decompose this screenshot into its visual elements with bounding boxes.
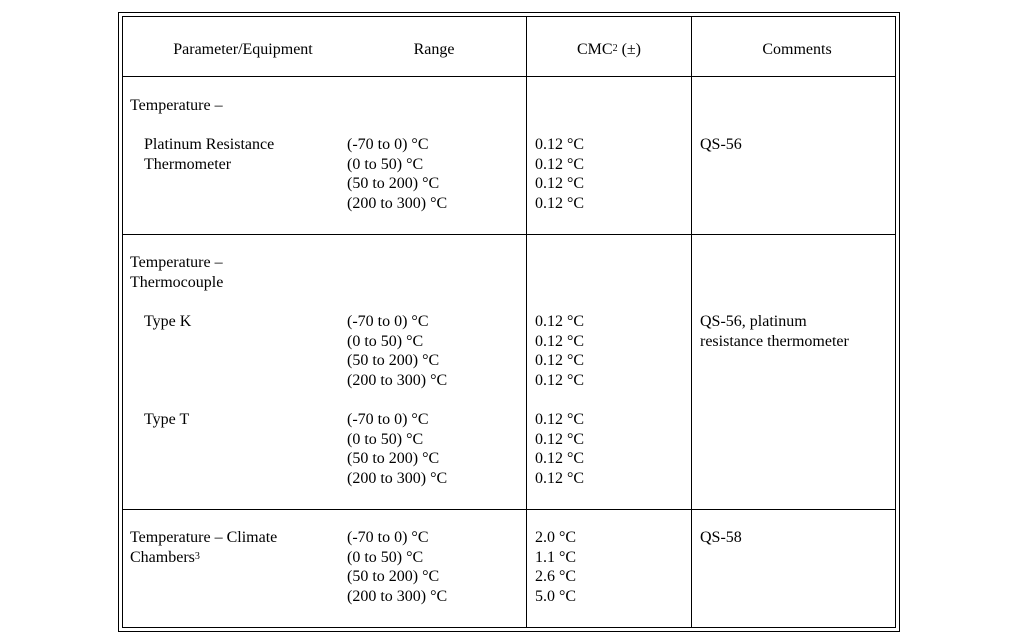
row-title: Temperature – Climate Chambers$^3$ xyxy=(130,529,278,566)
comments-cell: QS-58 xyxy=(700,529,742,546)
cmc-list: 0.12 °C 0.12 °C 0.12 °C 0.12 °C xyxy=(535,411,585,487)
title-footnote: 3 xyxy=(194,550,200,562)
comments-cell: QS-56 xyxy=(700,136,742,153)
sub-item-name: Platinum Resistance Thermometer xyxy=(144,136,275,173)
col-divider-cmc xyxy=(526,17,527,627)
sub-item-name: Type K xyxy=(144,313,192,330)
cmc-list: 0.12 °C 0.12 °C 0.12 °C 0.12 °C xyxy=(535,136,585,212)
calibration-table xyxy=(118,12,900,632)
header-cmc: CMC$^2$ (±) xyxy=(576,41,641,58)
cmc-list: 2.0 °C 1.1 °C 2.6 °C 5.0 °C xyxy=(535,529,577,605)
range-list: (-70 to 0) °C (0 to 50) °C (50 to 200) °C (200 to 300) °C xyxy=(347,411,448,487)
header-range: Range xyxy=(413,41,455,58)
sub-item-name: Type T xyxy=(144,411,190,428)
cmc-list: 0.12 °C 0.12 °C 0.12 °C 0.12 °C xyxy=(535,313,585,389)
header-cmc-footnote: 2 xyxy=(612,43,618,54)
row-divider-2 xyxy=(123,509,895,510)
range-list: (-70 to 0) °C (0 to 50) °C (50 to 200) °C (200 to 300) °C xyxy=(347,136,448,212)
header-param: Parameter/Equipment xyxy=(173,41,313,58)
row-title: Temperature – Thermocouple xyxy=(130,254,224,291)
range-list: (-70 to 0) °C (0 to 50) °C (50 to 200) °C (200 to 300) °C xyxy=(347,313,448,389)
header-comments: Comments xyxy=(762,41,832,58)
row-title: Temperature – xyxy=(130,97,223,114)
table-inner-frame xyxy=(122,16,896,628)
row-divider-1 xyxy=(123,234,895,235)
range-list: (-70 to 0) °C (0 to 50) °C (50 to 200) °C (200 to 300) °C xyxy=(347,529,448,605)
comments-cell: QS-56, platinum resistance thermometer xyxy=(700,313,849,350)
header-divider xyxy=(123,76,895,77)
col-divider-comments xyxy=(691,17,692,627)
